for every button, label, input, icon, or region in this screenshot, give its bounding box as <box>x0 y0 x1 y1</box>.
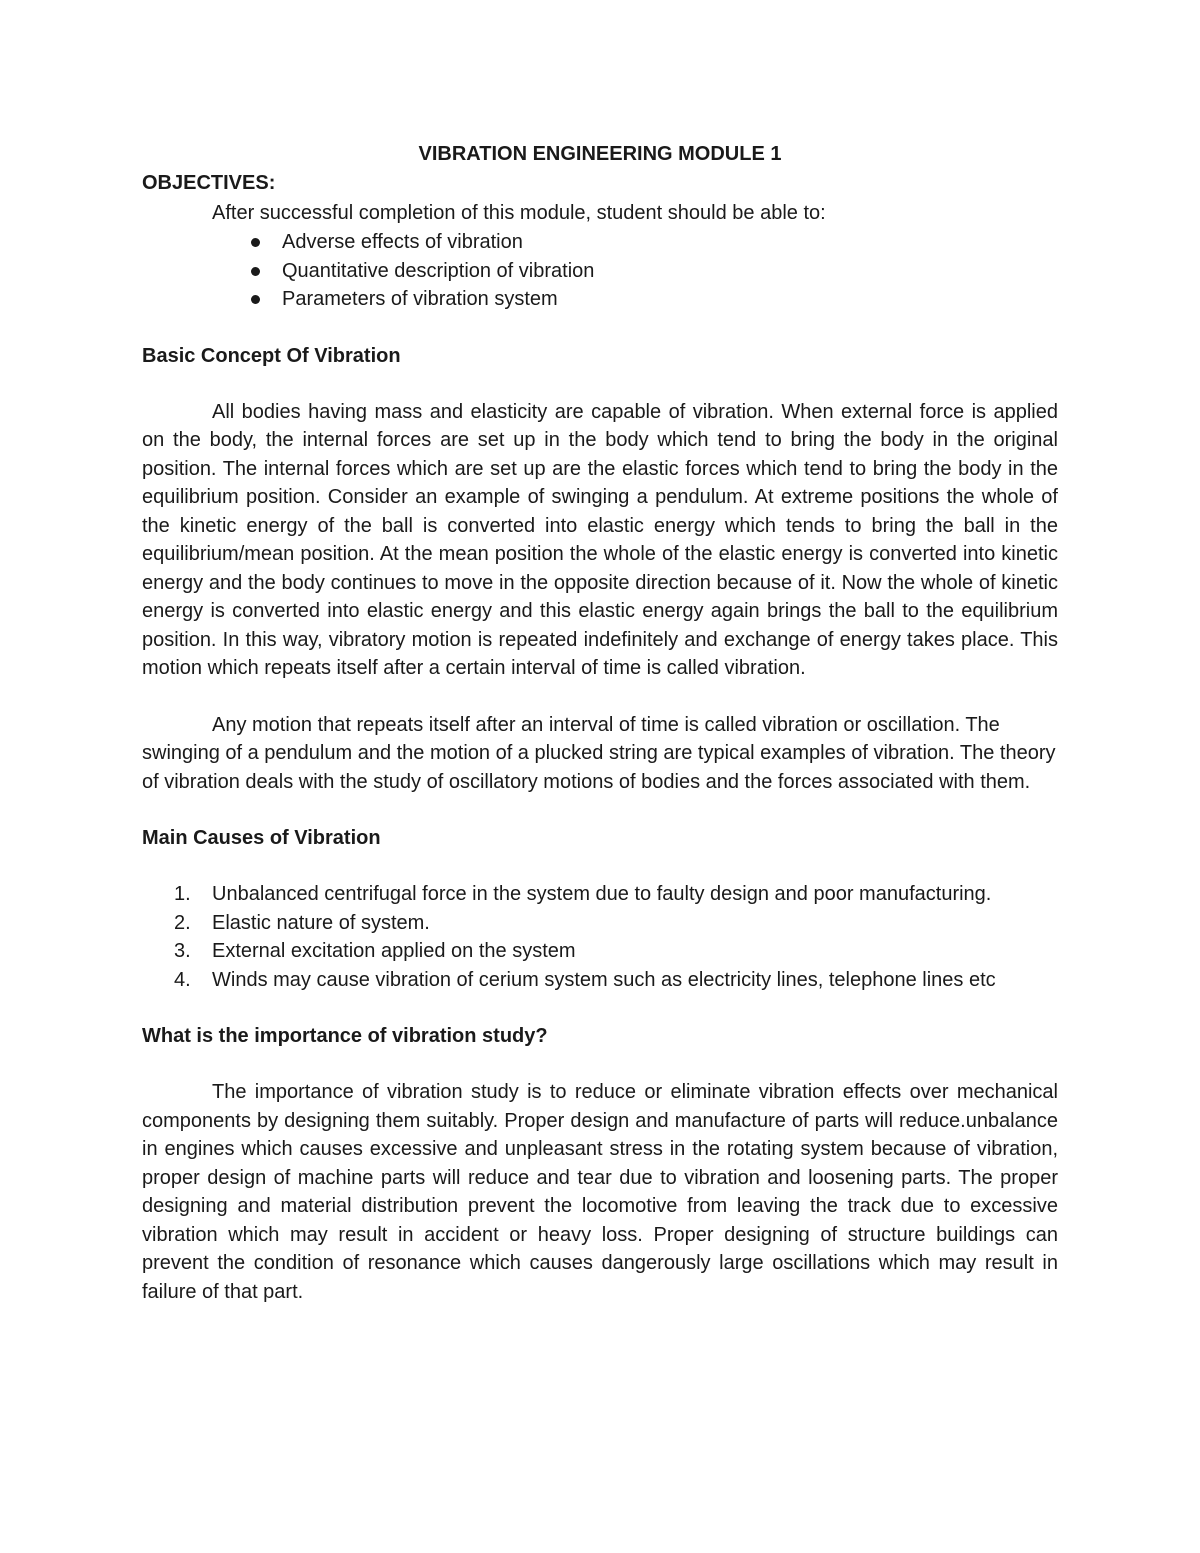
spacer <box>142 1050 1058 1078</box>
objectives-list <box>142 228 1058 314</box>
spacer <box>142 852 1058 880</box>
list-number: 2. <box>174 911 191 934</box>
main-causes-item-text: External excitation applied on the system <box>212 940 576 962</box>
spacer <box>142 370 1058 398</box>
main-causes-list-item <box>142 909 1058 938</box>
objectives-heading: OBJECTIVES: <box>142 172 276 194</box>
main-causes-item-text: Winds may cause vibration of cerium system such as electricity lines, telephone lines etc <box>212 968 996 991</box>
objectives-item-text: Quantitative description of vibration <box>282 259 595 282</box>
objectives-list-item <box>142 228 1058 257</box>
main-causes-list-item <box>142 880 1058 909</box>
spacer <box>142 314 1058 342</box>
basic-concept-paragraph-2: Any motion that repeats itself after an interval of time is called vibration or oscillation. The swinging of a pendulum and the motion of a plucked string are typical examples of vibration. The theory of vibration deals with the study of oscillatory motions of bodies and the forces associated with them. <box>142 713 1056 793</box>
bullet-icon <box>251 238 260 247</box>
objectives-item-text: Parameters of vibration system <box>282 288 558 310</box>
list-number: 4. <box>174 968 191 991</box>
document-page <box>142 140 1058 1306</box>
bullet-icon <box>251 295 260 304</box>
importance-heading: What is the importance of vibration study? <box>142 1025 548 1047</box>
spacer <box>142 994 1058 1022</box>
basic-concept-heading: Basic Concept Of Vibration <box>142 344 401 367</box>
objectives-list-item <box>142 257 1058 286</box>
main-causes-list-item <box>142 966 1058 995</box>
main-causes-item-text: Elastic nature of system. <box>212 911 430 934</box>
list-number: 3. <box>174 940 191 962</box>
main-causes-heading: Main Causes of Vibration <box>142 827 381 849</box>
objectives-item-text: Adverse effects of vibration <box>282 231 523 253</box>
document-title: VIBRATION ENGINEERING MODULE 1 <box>418 143 782 165</box>
objectives-list-item <box>142 285 1058 314</box>
main-causes-list-item <box>142 937 1058 966</box>
objectives-intro: After successful completion of this module, student should be able to: <box>212 202 826 224</box>
main-causes-list <box>142 880 1058 994</box>
list-number: 1. <box>174 883 191 905</box>
importance-paragraph: The importance of vibration study is to reduce or eliminate vibration effects over mechanical components by designing them suitably. Proper design and manufacture of parts will reduce.unbalance in engines which causes excessive and unpleasant stress in the rotating system because of vibration, proper design of machine parts will reduce and tear due to vibration and loosening parts. The proper designing and material distribution prevent the locomotive from leaving the track due to excessive vibration which may result in accident or heavy loss. Proper designing of structure buildings can prevent the condition of resonance which causes dangerously large oscillations which may result in failure of that part. <box>142 1081 1058 1303</box>
main-causes-item-text: Unbalanced centrifugal force in the system due to faulty design and poor manufacturing. <box>212 883 992 905</box>
bullet-icon <box>251 267 260 276</box>
basic-concept-paragraph-1: All bodies having mass and elasticity are capable of vibration. When external force is applied on the body, the internal forces are set up in the body which tend to bring the body in the original position. The internal forces which are set up are the elastic forces which tend to bring the body in the equilibrium position. Consider an example of swinging a pendulum. At extreme positions the whole of the kinetic energy of the ball is converted into elastic energy which tends to bring the ball in the equilibrium/mean position. At the mean position the whole of the elastic energy is converted into kinetic energy and the body continues to move in the opposite direction because of it. Now the whole of kinetic energy is converted into elastic energy and this elastic energy again brings the ball to the equilibrium position. In this way, vibratory motion is repeated indefinitely and exchange of energy takes place. This motion which repeats itself after a certain interval of time is called vibration. <box>142 400 1058 679</box>
spacer <box>142 796 1058 824</box>
spacer <box>142 683 1058 711</box>
